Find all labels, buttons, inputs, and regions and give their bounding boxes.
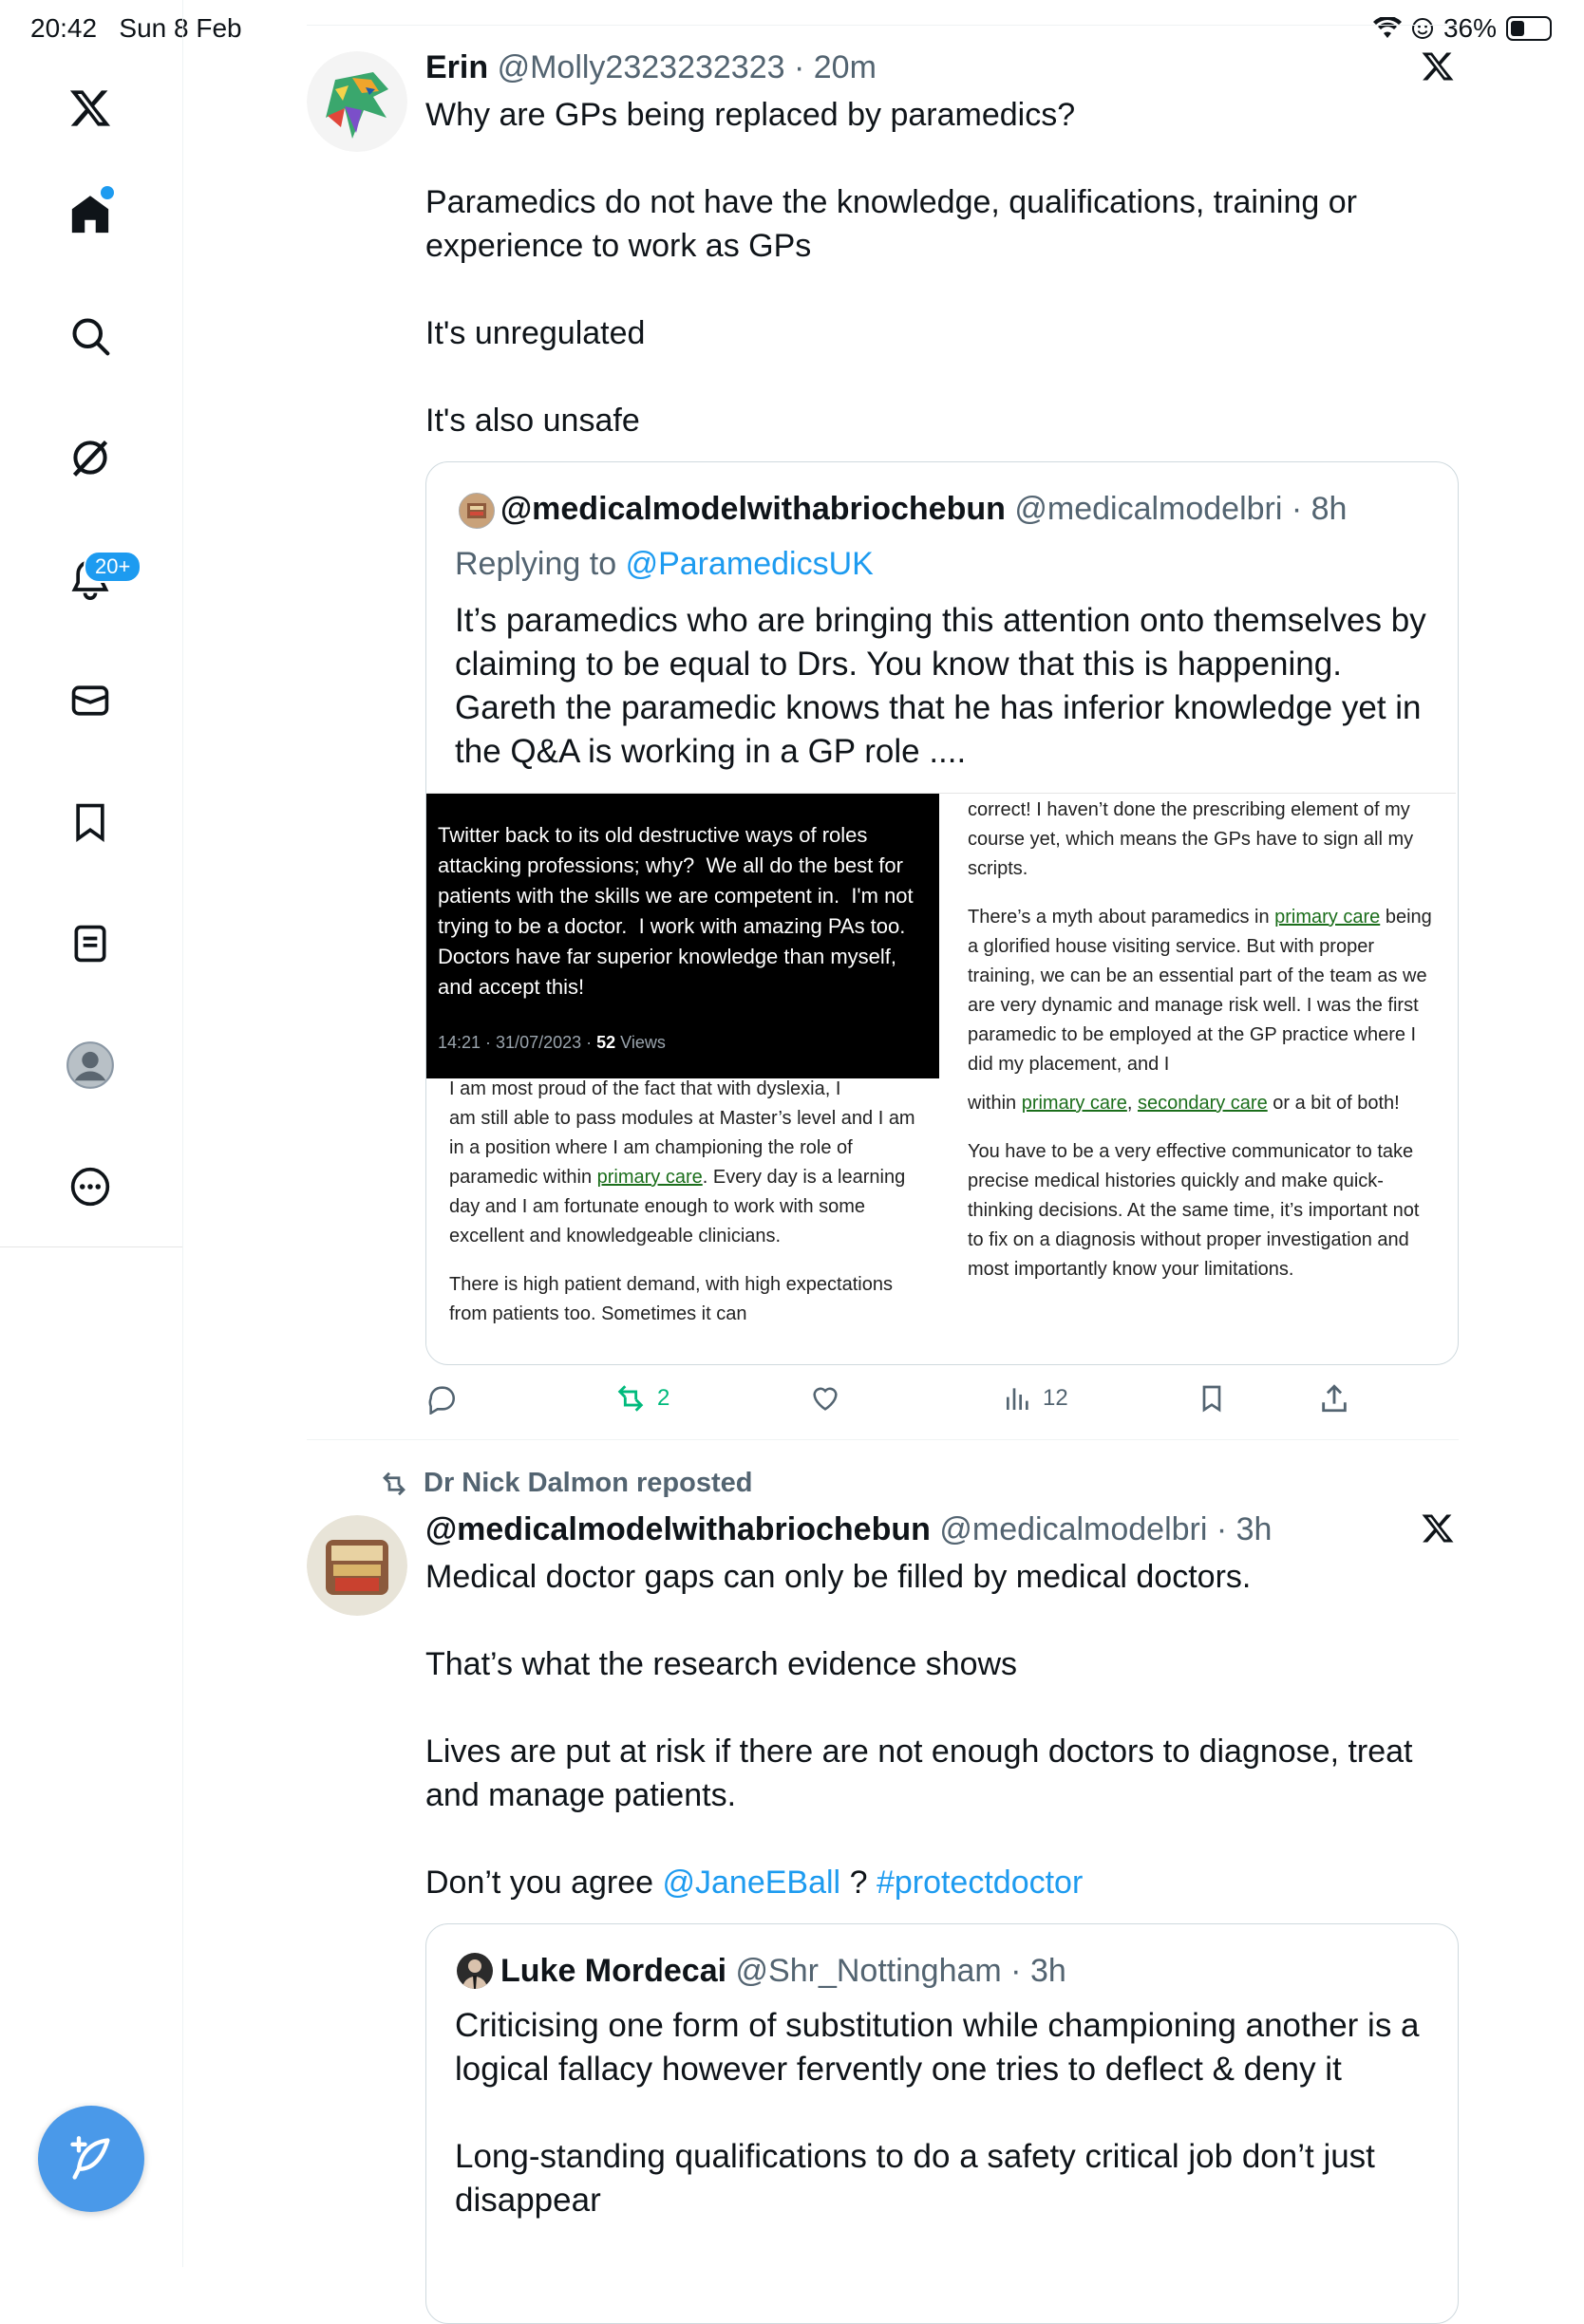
post1-quote-time: 8h	[1311, 491, 1348, 527]
post1-author-handle[interactable]: @Molly2323232323	[497, 49, 785, 85]
sidebar	[0, 0, 183, 2267]
post2-avatar-lettering	[307, 1515, 308, 1516]
search-icon[interactable]	[60, 306, 121, 366]
post1-quote-image[interactable]	[426, 793, 1456, 1363]
repost-count: 2	[657, 1385, 670, 1411]
post2-quote-author-handle[interactable]: @Shr_Nottingham	[735, 1953, 1002, 1989]
status-time: 20:42 Sun 8 Feb	[30, 13, 242, 43]
replying-to-label: Replying to	[455, 546, 617, 582]
reply-button[interactable]	[425, 1382, 458, 1415]
post2-quote-text: Criticising one form of substitution while championing another is a logical fallacy however fervently one tries to deflect & deny it Long-standing qualifications to do a safety critical job don’t just disappear	[455, 2007, 1420, 2219]
doc-left-top: I am most proud of the fact that with dyslexia, I	[449, 1078, 841, 1099]
repost-label: Dr Nick Dalmon reposted	[424, 1468, 753, 1498]
post1-x-logo-icon	[1421, 49, 1455, 88]
doc-right-p2b: being a glorified house visiting service. But with proper training, we can be an essential part of the team as we are very dynamic and manage risk well. I was the first paramedic to be employed at the GP practice where I did my placement, and I	[968, 907, 1432, 1075]
heart-icon	[809, 1382, 841, 1415]
post1-action-bar	[425, 1382, 1337, 1420]
doc-left-p1a: am still able to pass modules at Master’s level and I am in a position where I am championing the role of paramedic within	[449, 1108, 915, 1188]
status-bar	[0, 0, 1584, 57]
post1-quote-text: It’s paramedics who are bringing this attention onto themselves by claiming to be equal to Drs. You know that this is happening. Gareth the paramedic knows that he has inferior knowledge yet in the Q&A is working in a GP role ....	[455, 602, 1436, 770]
post2-quote-time: 3h	[1029, 1953, 1066, 1989]
bookmark-icon	[1197, 1382, 1227, 1415]
post2-quote-author-name[interactable]: Luke Mordecai	[500, 1953, 727, 1989]
doc-right-link1: primary care	[1274, 907, 1381, 928]
reply-icon	[425, 1382, 458, 1415]
views-icon	[1003, 1382, 1033, 1415]
repost-button[interactable]	[613, 1382, 669, 1415]
embedded-tweet-meta: 14:21 · 31/07/2023 · 52 Views	[438, 1033, 666, 1052]
wifi-icon	[1373, 17, 1402, 40]
doc-left-p2: There is high patient demand, with high expectations from patients too. Sometimes it can	[449, 1274, 893, 1324]
sidebar-divider	[0, 1246, 182, 1247]
post2-hashtag[interactable]: #protectdoctor	[876, 1865, 1084, 1901]
embedded-tweet-text: Twitter back to its old destructive ways of roles attacking professions; why? We all do the best for patients with the skills we are competent in. I'm not trying to be a doctor. I work with amazing PAs too. Doctors have far superior knowledge than myself, and accept this!	[438, 823, 919, 999]
status-right	[1373, 13, 1552, 44]
post1-author-name[interactable]: Erin	[425, 49, 489, 85]
doc-right-link3: secondary care	[1137, 1093, 1268, 1114]
notifications-badge: 20+	[84, 551, 141, 583]
doc-left-link: primary care	[596, 1167, 703, 1188]
post2-x-logo-icon	[1421, 1511, 1455, 1550]
doc-right-p4: You have to be a very effective communicator to take precise medical histories quickly and make quick-thinking decisions. At the same time, it’s important not to fix on a diagnosis without proper investigation and most importantly know your limitations.	[968, 1141, 1420, 1280]
post2-mention[interactable]: @JaneEBall	[662, 1865, 841, 1901]
post1-quote-header: @medicalmodelwithabriochebun @medicalmodelbri · 8h	[500, 491, 1348, 527]
doc-right-p3a: within	[968, 1093, 1022, 1114]
post2-quote-header: Luke Mordecai @Shr_Nottingham · 3h	[500, 1953, 1066, 1989]
like-button[interactable]	[809, 1382, 841, 1415]
replying-to-mention[interactable]: @ParamedicsUK	[625, 546, 874, 582]
repost-indicator[interactable]	[378, 1468, 752, 1499]
post-divider	[307, 1439, 1459, 1440]
post2-author-handle[interactable]: @medicalmodelbri	[939, 1511, 1208, 1547]
home-unread-dot	[101, 186, 114, 199]
battery-percent: 36%	[1443, 13, 1497, 43]
doc-right-sep: ,	[1126, 1093, 1138, 1114]
post2-text	[425, 1555, 1423, 1904]
post2-quote-avatar	[457, 1953, 493, 1989]
post1-quoted-tweet[interactable]	[425, 461, 1459, 1365]
profile-avatar-icon[interactable]	[60, 1035, 121, 1096]
post2-quoted-tweet[interactable]	[425, 1923, 1459, 2324]
lists-icon[interactable]	[60, 913, 121, 974]
post1-text: Why are GPs being replaced by paramedics? Paramedics do not have the knowledge, qualifications, training or experience to work as GPs It's unregulated It's also unsafe	[425, 97, 1357, 439]
post2-avatar[interactable]	[307, 1515, 407, 1616]
post1-quote-author-name[interactable]: @medicalmodelwithabriochebun	[500, 491, 1006, 527]
doc-right-column	[968, 796, 1433, 1303]
share-button[interactable]	[1318, 1382, 1350, 1415]
post1-quote-replying	[455, 546, 874, 583]
repost-icon	[613, 1382, 648, 1415]
share-icon	[1318, 1382, 1350, 1415]
views-button[interactable]	[1003, 1382, 1068, 1415]
post2-header: @medicalmodelwithabriochebun @medicalmodelbri · 3h	[425, 1511, 1273, 1547]
post1-time[interactable]: 20m	[813, 49, 877, 85]
battery-icon	[1506, 16, 1552, 41]
compose-feather-icon	[66, 2134, 116, 2183]
views-count: 12	[1043, 1385, 1068, 1411]
post2-text-mid: ?	[840, 1865, 877, 1901]
repost-small-icon	[378, 1470, 410, 1498]
doc-left-p1b: . Every day is a learning day and I am fortunate enough to work with some excellent and knowledgeable clinicians.	[449, 1167, 906, 1246]
embedded-tweet-screenshot	[426, 794, 939, 1078]
feed-top-divider	[307, 25, 1459, 26]
bookmark-button[interactable]	[1197, 1382, 1227, 1415]
doc-right-p1: correct! I haven’t done the prescribing element of my course yet, which means the GPs have to sign all my scripts.	[968, 799, 1414, 879]
post2-text-main: Medical doctor gaps can only be filled by medical doctors. That’s what the research evidence shows Lives are put at risk if there are not enough doctors to diagnose, treat and manage patients. Don’t you agree	[425, 1559, 1413, 1901]
post1-quote-avatar	[459, 493, 495, 529]
post1-quote-author-handle[interactable]: @medicalmodelbri	[1014, 491, 1283, 527]
doc-left-column	[449, 1075, 924, 1348]
doc-right-link2: primary care	[1021, 1093, 1127, 1114]
bookmarks-icon[interactable]	[60, 792, 121, 853]
post2-time[interactable]: 3h	[1235, 1511, 1273, 1547]
post2-author-name[interactable]: @medicalmodelwithabriochebun	[425, 1511, 931, 1547]
messages-icon[interactable]	[60, 670, 121, 731]
post1-avatar[interactable]	[307, 51, 407, 152]
compose-post-button[interactable]	[38, 2106, 144, 2212]
grok-icon[interactable]	[60, 427, 121, 488]
doc-right-p3b: or a bit of both!	[1267, 1093, 1400, 1114]
doc-right-p2a: There’s a myth about paramedics in	[968, 907, 1275, 928]
focus-icon	[1411, 17, 1434, 40]
post1-header: Erin @Molly2323232323 · 20m	[425, 49, 877, 85]
x-logo-icon[interactable]	[60, 78, 121, 139]
more-icon[interactable]	[60, 1156, 121, 1217]
